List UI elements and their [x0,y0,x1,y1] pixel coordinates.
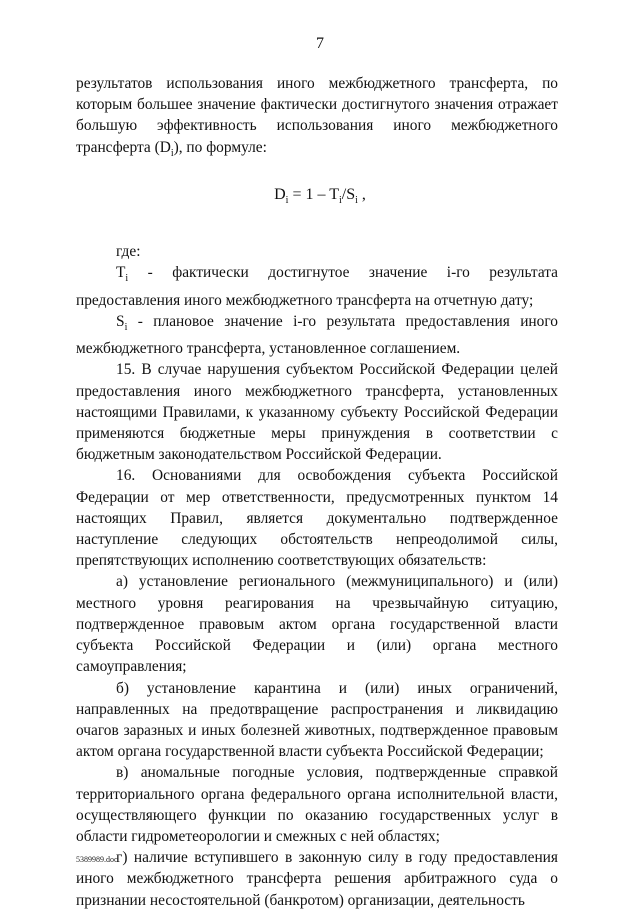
def-s-symbol: S [116,312,125,330]
intro-subscript: i [170,147,174,159]
def-t-sub: i [125,273,129,285]
efficiency-formula [76,184,558,211]
paragraph-15: 15. В случае нарушения субъектом Российской Федерации целей предоставления иного межбюджетного трансферта, установленных настоящими Правилами, к указанному субъекту Российской Федерации применяются бюджетные меры принуждения в соответствии с бюджетным законодательством Российской Федерации. [76,361,558,464]
formula-slash: /S [341,185,356,203]
definition-s [76,311,558,359]
item-b: б) установление карантина и (или) иных ограничений, направленных на предотвращение распространения и ликвидацию очагов заразных и иных болезней животных, подтвержденное правовым актом органа государственной власти субъекта Российской Федерации; [76,679,558,761]
def-t-symbol: T [116,264,126,282]
intro-text: результатов использования иного межбюджетного трансферта, по которым большее значение фактически достигнутого значения отражает большую эффективность использования иного межбюджетного трансферта (D [76,75,558,156]
paragraph-16: 16. Основаниями для освобождения субъекта Российской Федерации от мер ответственности, предусмотренных пунктом 14 настоящих Правил, является документально подтвержденное наступление следующих обстоятельств непреодолимой силы, препятствующих исполнению соответствующих обязательств: [76,467,558,570]
intro-text-end: ), по формуле: [173,138,267,156]
def-s-text: - плановое значение i-го результата предоставления иного межбюджетного трансферта, установленное соглашением. [76,312,558,358]
def-t-text: - фактически достигнутое значение i-го результата предоставления иного межбюджетного трансферта на отчетную дату; [76,264,558,309]
item-g: г) наличие вступившего в законную силу в году предоставления иного межбюджетного трансферта решения арбитражного суда о признании несостоятельной (банкротом) организации, деятельность [76,849,558,909]
where-label: где: [116,243,141,261]
item-v: в) аномальные погодные условия, подтвержденные справкой территориального органа федерального органа исполнительной власти, осуществляющего функции по оказанию государственных услуг в области гидрометеорологии и смежных с ней областях; [76,764,558,845]
formula-eq: = 1 – T [288,185,339,203]
intro-paragraph [76,73,558,164]
formula-tail: , [357,185,366,203]
document-body [76,73,558,911]
formula-lhs: D [274,185,286,203]
formula-lhs-sub: i [285,195,289,207]
item-a: а) установление регионального (межмуниципального) и (или) местного уровня реагирования на чрезвычайную ситуацию, подтвержденное правовым актом органа государственной власти субъекта Российской Федерации и (или) органа местного самоуправления; [76,573,558,676]
formula-t-sub: i [338,195,342,207]
definition-t [76,262,558,310]
document-file-id: 5389989.doc [76,855,118,864]
page-number: 7 [316,35,324,52]
formula-s-sub: i [355,195,358,207]
def-s-sub: i [124,322,128,334]
